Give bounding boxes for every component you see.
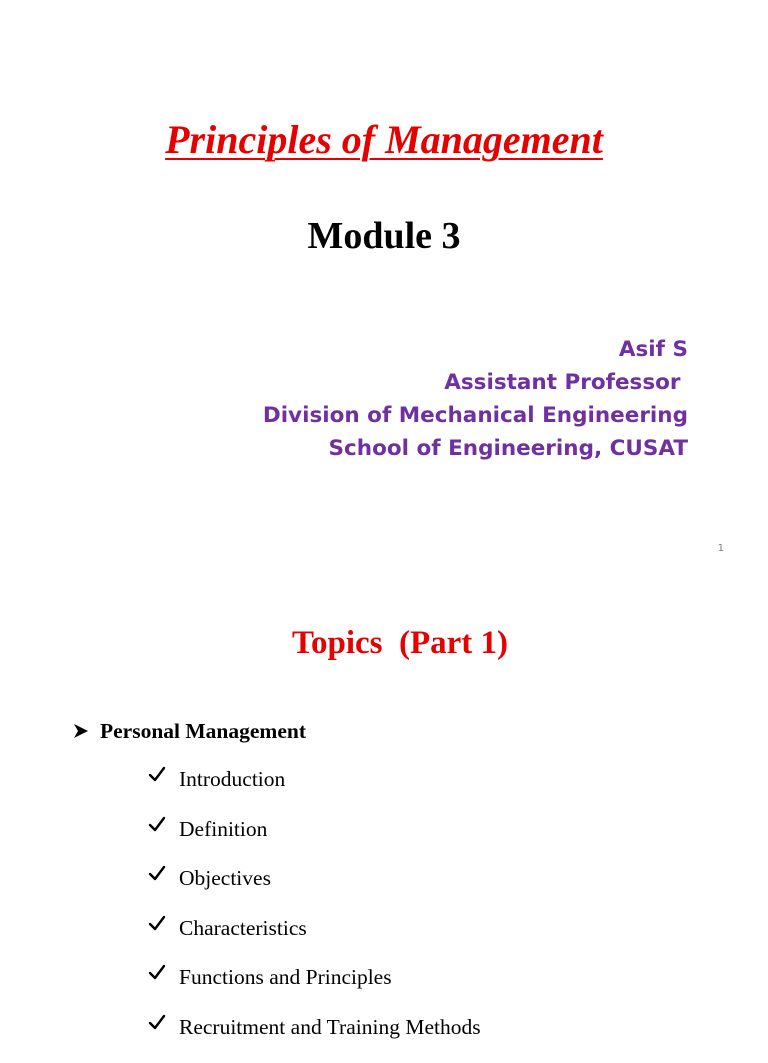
arrow-bullet-icon (72, 722, 90, 740)
subtopic-item (148, 914, 481, 964)
topic-main-item (72, 716, 306, 746)
subtopic-list (148, 765, 481, 1063)
author-name: Asif S (618, 337, 688, 362)
checkmark-icon (148, 915, 166, 933)
author-info (263, 333, 688, 465)
subtopic-item (148, 1013, 481, 1063)
checkmark-icon (148, 964, 166, 982)
subtopic-item (148, 815, 481, 865)
topic-main-label: Personal Management (100, 718, 307, 743)
checkmark-icon (148, 865, 166, 883)
subtopic-label: Functions and Principles (179, 965, 392, 990)
subtopic-label: Characteristics (179, 915, 307, 940)
subtopic-label: Introduction (179, 767, 286, 791)
checkmark-icon (148, 1014, 166, 1032)
checkmark-icon (148, 816, 166, 834)
subtopic-item (148, 765, 481, 815)
module-heading: Module 3 (307, 215, 461, 257)
slide-topics (0, 576, 768, 1039)
checkmark-icon (148, 766, 166, 784)
presentation-title: Principles of Management (165, 117, 603, 162)
topics-heading: Topics (Part 1) (291, 625, 508, 661)
author-school: School of Engineering, CUSAT (328, 436, 688, 461)
page-number: 1 (717, 543, 724, 554)
author-position: Assistant Professor (444, 370, 688, 395)
subtopic-item (148, 864, 481, 914)
subtopic-label: Definition (179, 816, 268, 841)
subtopic-item (148, 963, 481, 1013)
author-division: Division of Mechanical Engineering (262, 403, 688, 428)
subtopic-label: Recruitment and Training Methods (179, 1014, 481, 1039)
subtopic-label: Objectives (179, 866, 271, 891)
